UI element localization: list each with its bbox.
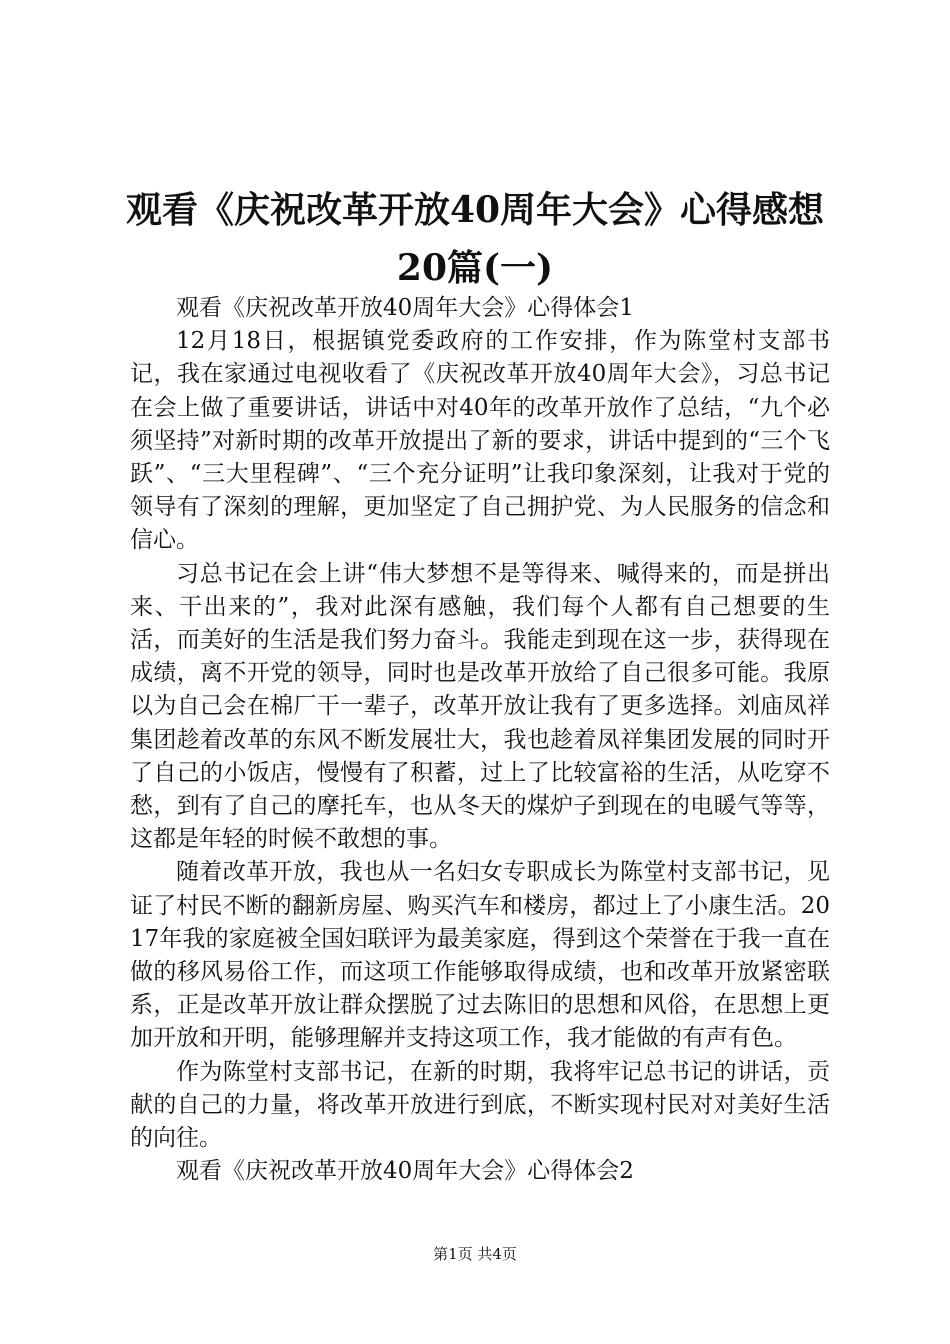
document-title-line1: 观看《庆祝改革开放40周年大会》心得感想 [125, 189, 825, 231]
document-title-line2: 20篇(一) [396, 247, 554, 289]
paragraph-1: 12月18日，根据镇党委政府的工作安排，作为陈堂村支部书记，我在家通过电视收看了《庆祝改革开放40周年大会》，习总书记在会上做了重要讲话，讲话中对40年的改革开放作了总结，“九个必须坚持”对新时期的改革开放提出了新的要求，讲话中提到的“三个飞跃”、“三大里程碑”、“三个充分证明”让我印象深刻，让我对于党的领导有了深刻的理解，更加坚定了自己拥护党、为人民服务的信念和信心。 [130, 328, 830, 554]
section-heading-1: 观看《庆祝改革开放40周年大会》心得体会1 [176, 295, 634, 321]
paragraph-2: 习总书记在会上讲“伟大梦想不是等得来、喊得来的，而是拼出来、干出来的”，我对此深有感触，我们每个人都有自己想要的生活，而美好的生活是我们努力奋斗。我能走到现在这一步，获得现在成绩，离不开党的领导，同时也是改革开放给了自己很多可能。我原以为自己会在棉厂干一辈子，改革开放让我有了更多选择。刘庙凤祥集团趁着改革的东风不断发展壮大，我也趁着凤祥集团发展的同时开了自己的小饭店，慢慢有了积蓄，过上了比较富裕的生活，从吃穿不愁，到有了自己的摩托车，也从冬天的煤炉子到现在的电暖气等等，这都是年轻的时候不敢想的事。 [130, 560, 830, 853]
paragraph-4: 作为陈堂村支部书记，在新的时期，我将牢记总书记的讲话，贡献的自己的力量，将改革开放进行到底，不断实现村民对对美好生活的向往。 [130, 1058, 830, 1152]
document-body [130, 292, 830, 1188]
section-heading-2: 观看《庆祝改革开放40周年大会》心得体会2 [176, 1158, 634, 1185]
page-footer: 第1页 共4页 [433, 1245, 517, 1263]
paragraph-3: 随着改革开放，我也从一名妇女专职成长为陈堂村支部书记，见证了村民不断的翻新房屋、购买汽车和楼房，都过上了小康生活。2017年我的家庭被全国妇联评为最美家庭，得到这个荣誉在于我一直在做的移风易俗工作，而这项工作能够取得成绩，也和改革开放紧密联系，正是改革开放让群众摆脱了过去陈旧的思想和风俗，在思想上更加开放和开明，能够理解并支持这项工作，我才能做的有声有色。 [130, 859, 830, 1052]
